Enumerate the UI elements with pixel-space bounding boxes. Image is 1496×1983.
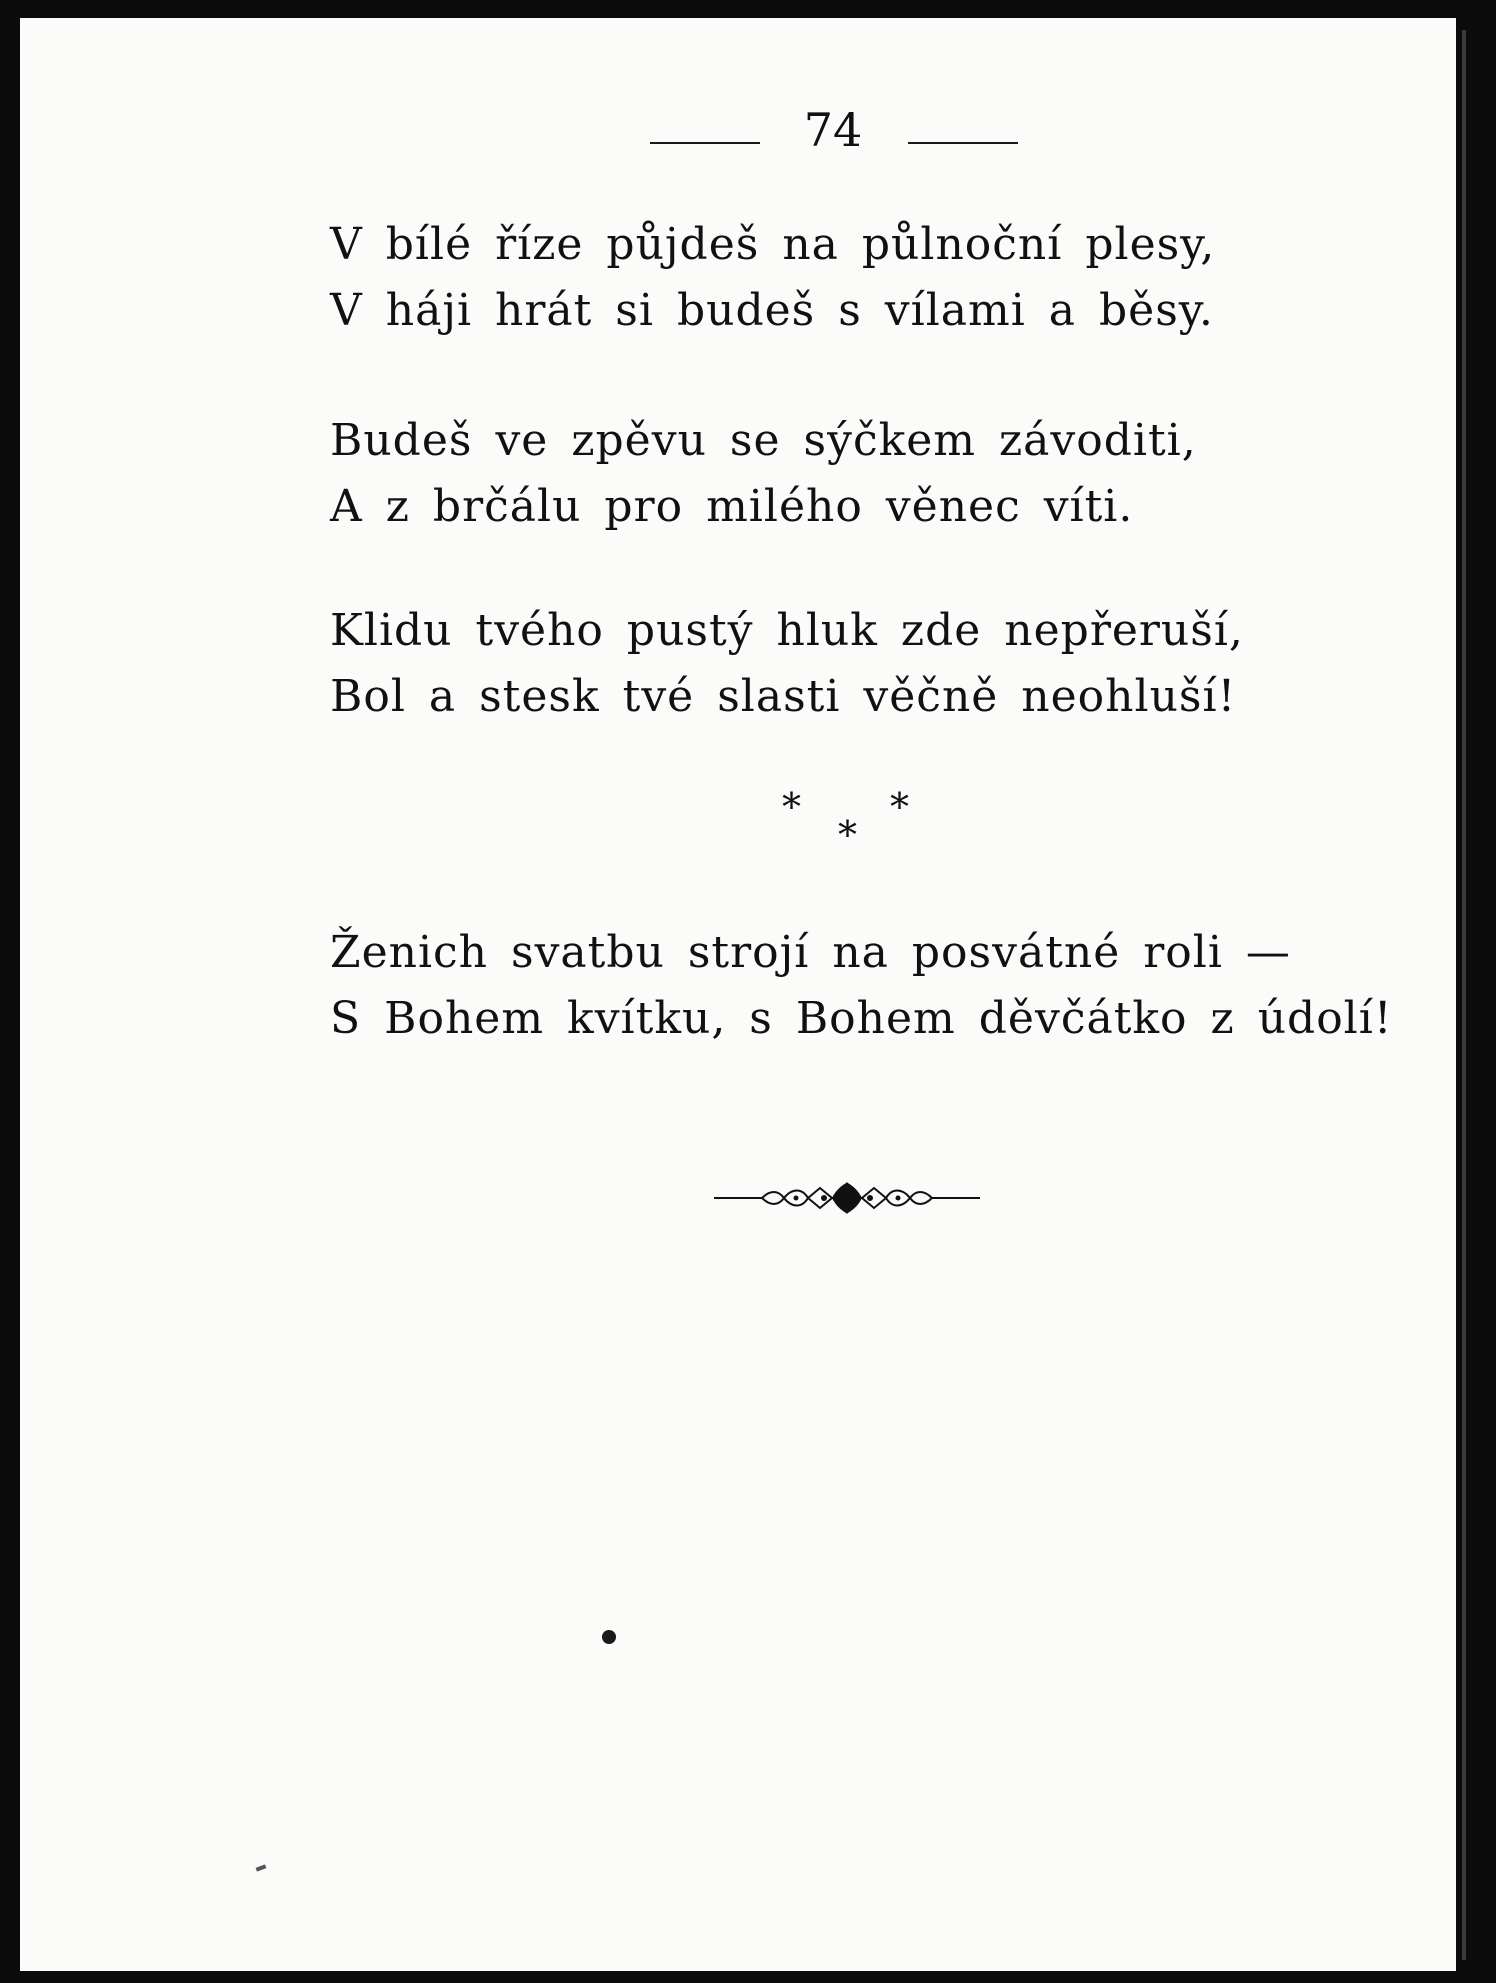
verse-line: V háji hrát si budeš s vílami a běsy.: [330, 285, 1214, 336]
verse-line: Bol a stesk tvé slasti věčně neohluší!: [330, 671, 1237, 722]
stanza-4: [330, 920, 1450, 1052]
asterisk: *: [838, 813, 857, 857]
asterisk: *: [782, 785, 801, 829]
scan-border-left: [0, 0, 20, 1983]
stanza-1: [330, 212, 1450, 344]
verse-line: Klidu tvého pustý hluk zde nepřeruší,: [330, 605, 1244, 656]
page-number: 74: [803, 103, 863, 157]
stanza-2: [330, 408, 1450, 540]
verse-line: S Bohem kvítku, s Bohem děvčátko z údolí!: [330, 993, 1393, 1044]
scan-border-bottom: [0, 1971, 1496, 1983]
scan-border-top: [0, 0, 1496, 18]
asterism-divider: [760, 785, 940, 875]
asterisk: *: [890, 785, 909, 829]
verse-line: A z brčálu pro milého věnec víti.: [330, 481, 1134, 532]
stanza-3: [330, 598, 1450, 730]
page-header: [650, 102, 1050, 162]
header-rule-right: [908, 142, 1018, 144]
scan-border-right-gap: [1462, 30, 1466, 1960]
ornament-divider-icon: [712, 1178, 982, 1218]
verse-line: V bílé říze půjdeš na půlnoční plesy,: [330, 219, 1216, 270]
header-rule-left: [650, 142, 760, 144]
verse-line: Budeš ve zpěvu se sýčkem závoditi,: [330, 415, 1197, 466]
print-speck: [602, 1630, 616, 1644]
verse-line: Ženich svatbu strojí na posvátné roli —: [330, 927, 1291, 978]
